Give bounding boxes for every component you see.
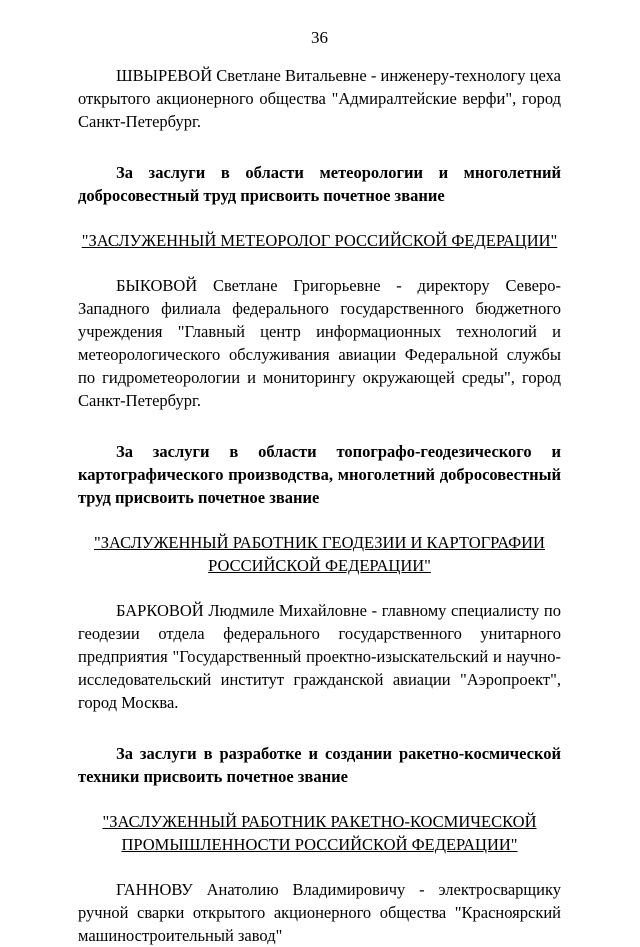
spacer: [78, 788, 561, 810]
award-title-line: "ЗАСЛУЖЕННЫЙ МЕТЕОРОЛОГ РОССИЙСКОЙ ФЕДЕРАЦИИ": [81, 231, 558, 250]
award-basis-rocket-space: За заслуги в разработке и создании ракетно-космической техники присвоить почетное звание: [78, 744, 561, 786]
spacer: [78, 509, 561, 531]
award-title-rocket-space: [78, 810, 561, 856]
page-number: 36: [311, 28, 328, 47]
spacer: [78, 133, 561, 161]
award-title-line: ПРОМЫШЛЕННОСТИ РОССИЙСКОЙ ФЕДЕРАЦИИ": [121, 835, 518, 854]
spacer: [78, 577, 561, 599]
award-basis-meteorology: За заслуги в области метеорологии и многолетний добросовестный труд присвоить почетное звание: [78, 163, 561, 205]
award-title-meteorologist: [78, 229, 561, 252]
spacer: [78, 207, 561, 229]
spacer: [78, 252, 561, 274]
award-recipient-shvyreva: ШВЫРЕВОЙ Светлане Витальевне - инженеру-технологу цеха открытого акционерного общества "Адмиралтейские верфи", город Санкт-Петербург.: [78, 66, 561, 131]
spacer: [78, 714, 561, 742]
award-title-geodesy: [78, 531, 561, 577]
award-title-line: "ЗАСЛУЖЕННЫЙ РАБОТНИК ГЕОДЕЗИИ И КАРТОГРАФИИ: [94, 533, 545, 552]
spacer: [78, 856, 561, 878]
document-page: [78, 28, 561, 947]
spacer: [78, 412, 561, 440]
award-recipient-barkova: БАРКОВОЙ Людмиле Михайловне - главному специалисту по геодезии отдела федерального государственного унитарного предприятия "Государственный проектно-изыскательский и научно-исследовательский институт гражданской авиации "Аэропроект", город Москва.: [78, 601, 561, 712]
award-recipient-bykova: БЫКОВОЙ Светлане Григорьевне - директору Северо-Западного филиала федерального государственного бюджетного учреждения "Главный центр информационных технологий и метеорологического обслуживания авиации Федеральной службы по гидрометеорологии и мониторингу окружающей среды", город Санкт-Петербург.: [78, 276, 561, 410]
award-basis-geodesy: За заслуги в области топографо-геодезического и картографического производства, многолетний добросовестный труд присвоить почетное звание: [78, 442, 561, 507]
award-title-line: "ЗАСЛУЖЕННЫЙ РАБОТНИК РАКЕТНО-КОСМИЧЕСКОЙ: [102, 812, 537, 831]
award-recipient-gannov: ГАННОВУ Анатолию Владимировичу - электросварщику ручной сварки открытого акционерного общества "Красноярский машиностроительный завод": [78, 880, 561, 945]
award-title-line: РОССИЙСКОЙ ФЕДЕРАЦИИ": [208, 556, 431, 575]
